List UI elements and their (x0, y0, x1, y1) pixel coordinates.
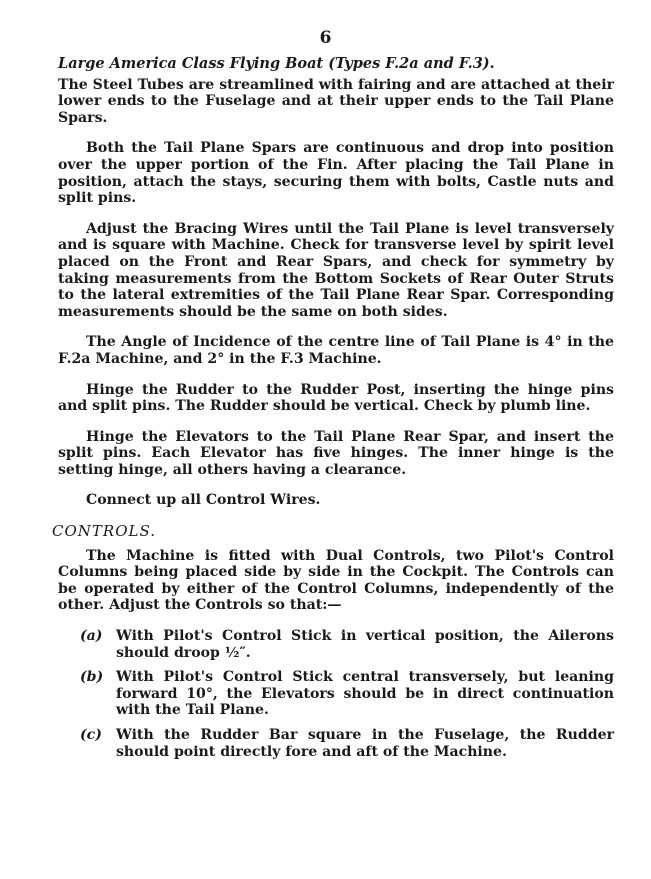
controls-intro: The Machine is fitted with Dual Controls, two Pilot's Control Columns being placed side by side in the Cockpit. The Controls can be operated by either of the Control Columns, independently of the other. Adjust the Controls so that:— (58, 547, 614, 614)
page-content (52, 55, 614, 768)
controls-item-c (80, 727, 614, 760)
paragraph-rudder-hinge: Hinge the Rudder to the Rudder Post, inserting the hinge pins and split pins. The Rudder should be vertical. Check by plumb line. (58, 381, 614, 415)
page-number: 6 (319, 28, 332, 48)
controls-heading: CONTROLS. (52, 522, 156, 541)
paragraph-control-wires: Connect up all Control Wires. (86, 492, 321, 509)
paragraph-steel-tubes: The Steel Tubes are streamlined with fairing and are attached at their lower ends to the Fuselage and at their upper ends to the Tail Plane Spars. (58, 76, 614, 126)
document-heading: Large America Class Flying Boat (Types F.2a and F.3). (58, 55, 495, 72)
controls-item-label: (a) (80, 628, 103, 645)
controls-item-text: With Pilot's Control Stick in vertical position, the Ailerons should droop ½″. (116, 628, 614, 661)
controls-item-text: With the Rudder Bar square in the Fuselage, the Rudder should point directly fore and aft of the Machine. (116, 727, 614, 760)
paragraph-elevator-hinge: Hinge the Elevators to the Tail Plane Rear Spar, and insert the split pins. Each Elevator has five hinges. The inner hinge is the setting hinge, all others having a clearance. (58, 428, 614, 478)
controls-item-label: (c) (80, 727, 102, 743)
controls-item-b (80, 669, 614, 719)
controls-item-label: (b) (80, 669, 104, 686)
paragraph-tail-plane-spars: Both the Tail Plane Spars are continuous and drop into position over the upper portion of the Fin. After placing the Tail Plane in position, attach the stays, securing them with bolts, Castle nuts and split pins. (58, 140, 614, 207)
controls-item-text: With Pilot's Control Stick central transversely, but leaning forward 10°, the Elevators should be in direct continuation with the Tail Plane. (116, 669, 614, 719)
controls-item-a (80, 628, 614, 661)
paragraph-angle-of-incidence: The Angle of Incidence of the centre line of Tail Plane is 4° in the F.2a Machine, and 2° in the F.3 Machine. (58, 334, 614, 367)
paragraph-bracing-wires: Adjust the Bracing Wires until the Tail Plane is level transversely and is square with Machine. Check for transverse level by spirit level placed on the Front and Rear Spars, and check for symmetry by taking measurements from the Bottom Sockets of Rear Outer Struts to the lateral extremities of the Tail Plane Rear Spar. Corresponding measurements should be the same on both sides. (58, 220, 614, 320)
